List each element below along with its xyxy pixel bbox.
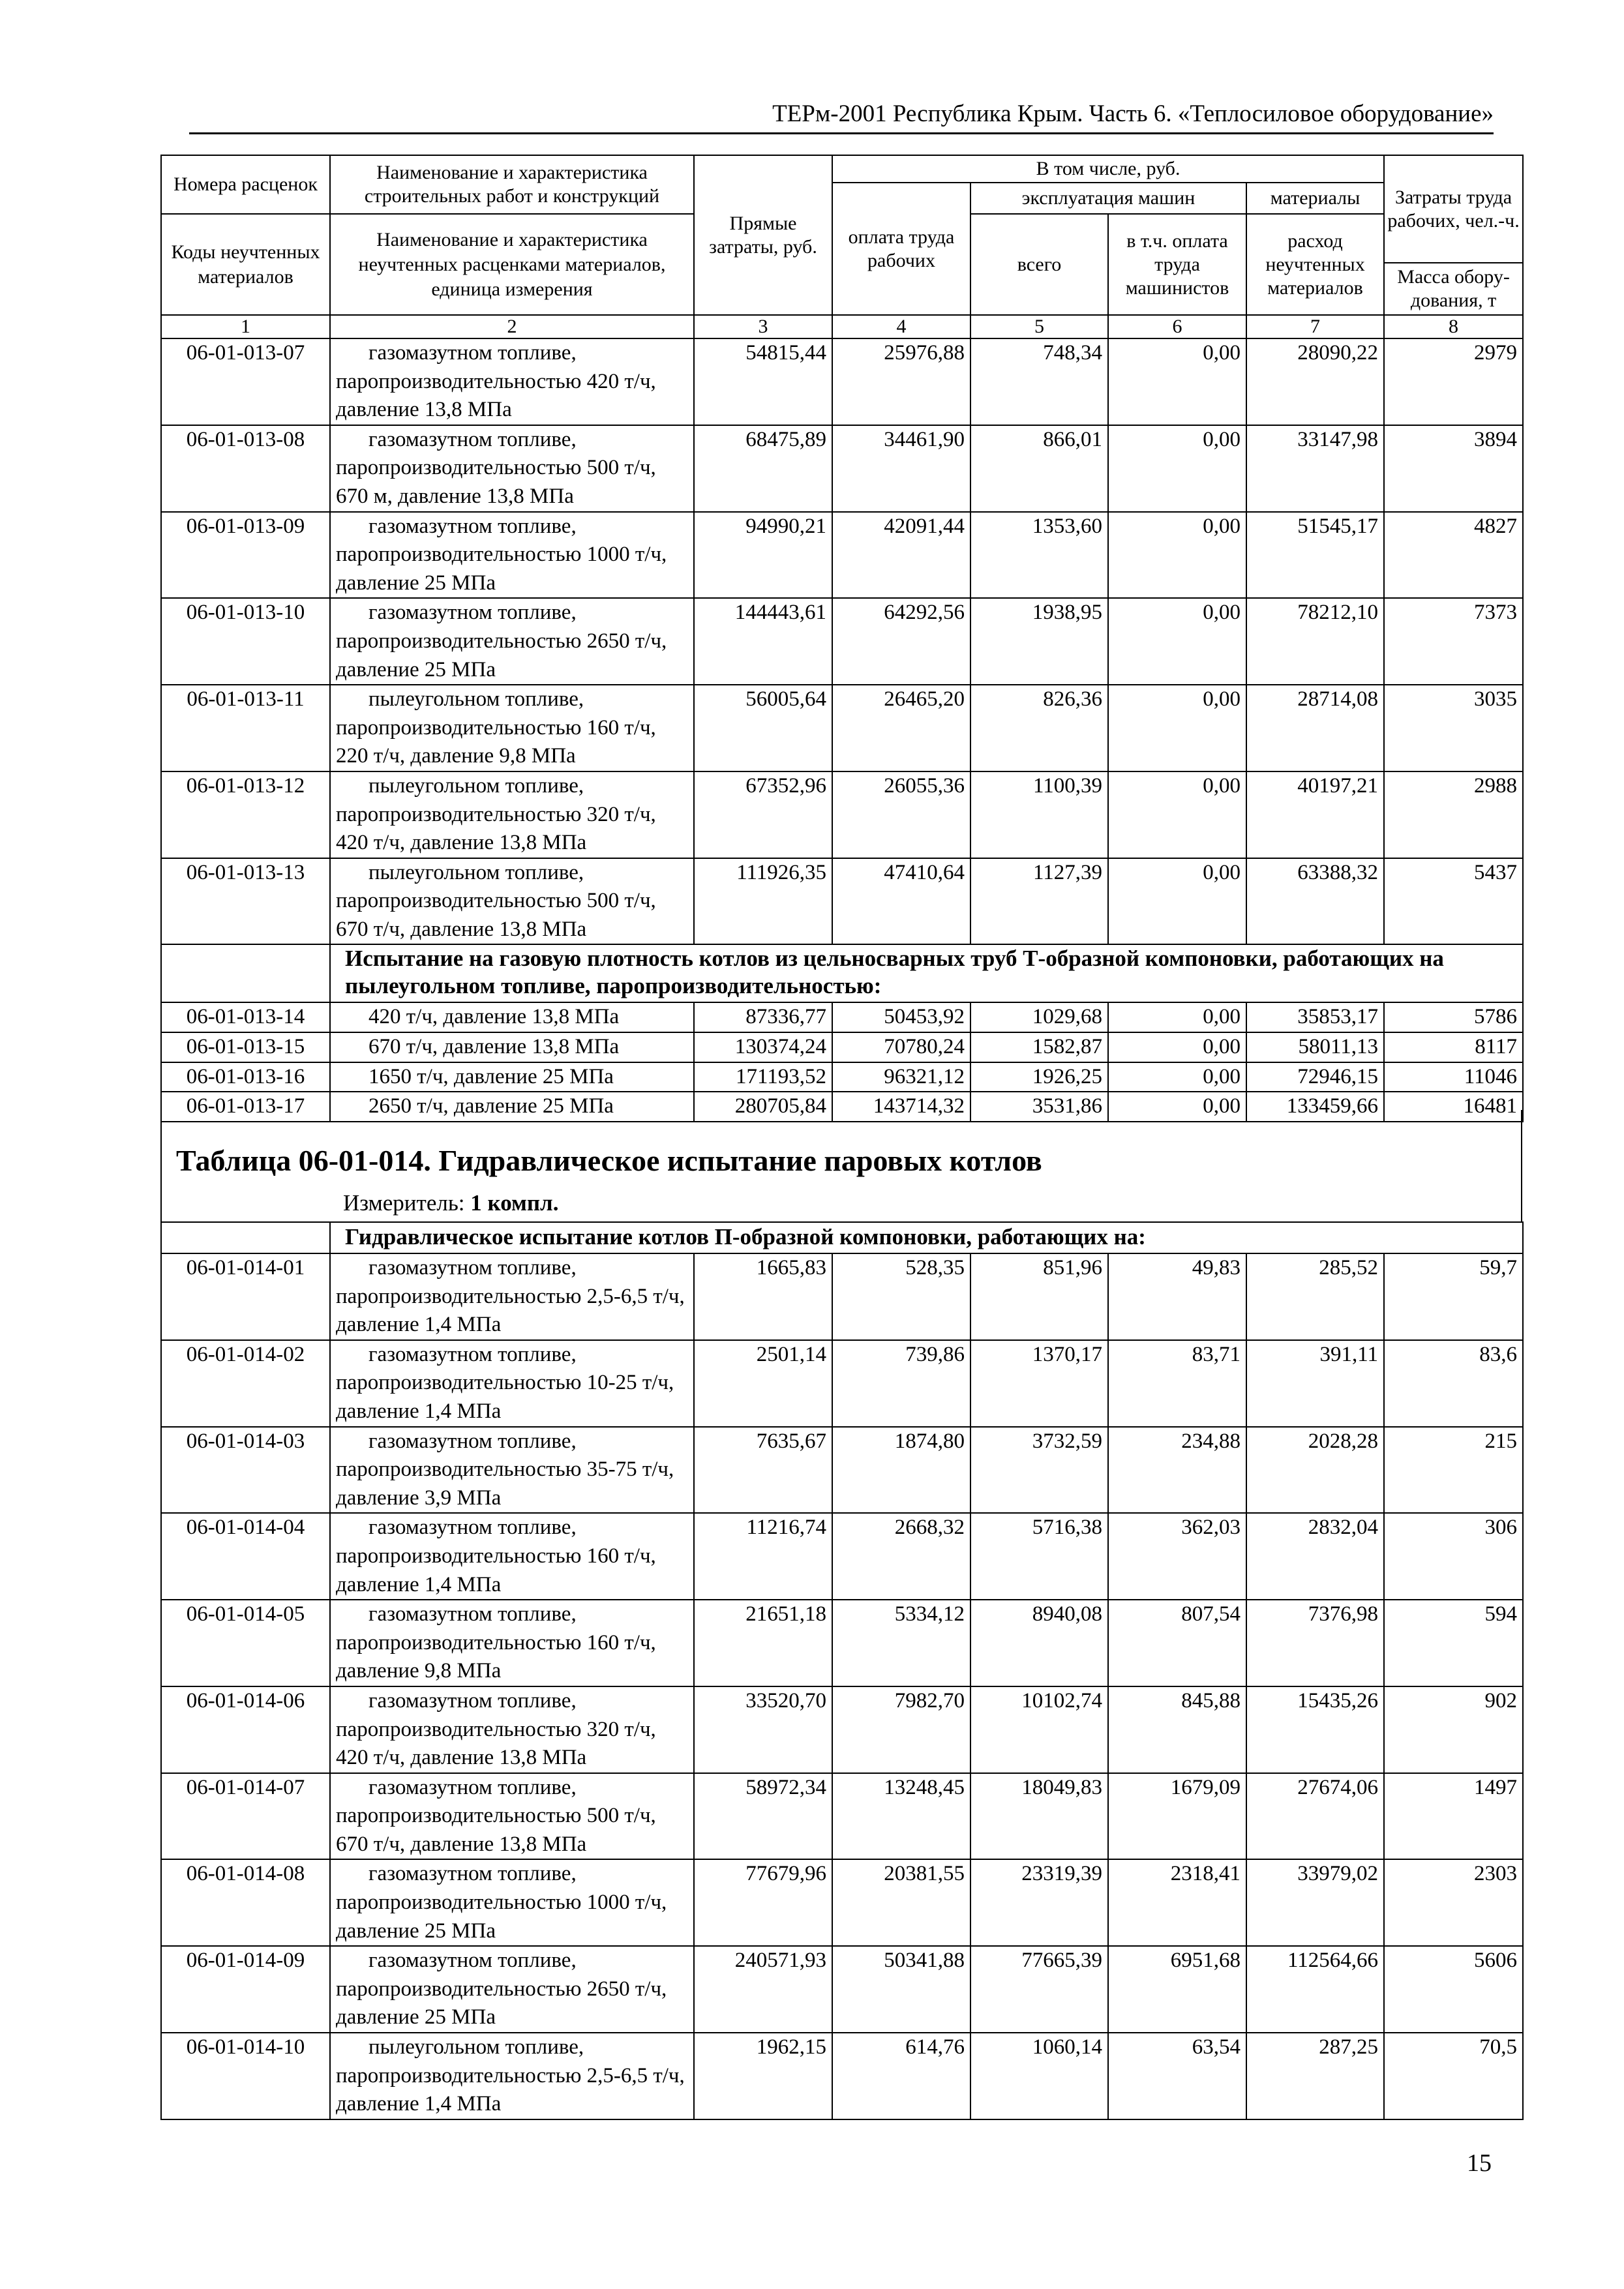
table-row	[161, 598, 1523, 685]
machinist-pay-cell: 0,00	[1108, 858, 1246, 945]
direct-costs-cell: 33520,70	[694, 1686, 832, 1773]
materials-cell: 15435,26	[1246, 1686, 1384, 1773]
rate-name: газомазутном топливе, паропроизводительностью 500 т/ч, 670 т/ч, давление 13,8 МПа	[330, 1773, 694, 1860]
table-row	[161, 1253, 1523, 1340]
column-number: 5	[970, 315, 1108, 338]
materials-cell: 72946,15	[1246, 1062, 1384, 1092]
rates-table-013	[160, 155, 1524, 1122]
rate-name: газомазутном топливе, паропроизводительностью 35-75 т/ч, давление 3,9 МПа	[330, 1427, 694, 1514]
table-row	[161, 1946, 1523, 2033]
direct-costs-cell: 87336,77	[694, 1002, 832, 1032]
labor-pay-cell: 47410,64	[832, 858, 970, 945]
labor-hours-cell: 8117	[1384, 1032, 1523, 1062]
incl-header: В том числе, руб.	[832, 155, 1384, 183]
column-number: 3	[694, 315, 832, 338]
rate-name: газомазутном топливе, паропроизводительностью 320 т/ч, 420 т/ч, давление 13,8 МПа	[330, 1686, 694, 1773]
machines-total-cell: 1370,17	[970, 1340, 1108, 1427]
rate-code: 06-01-013-14	[161, 1002, 330, 1032]
rate-name: газомазутном топливе, паропроизводительностью 10-25 т/ч, давление 1,4 МПа	[330, 1340, 694, 1427]
machines-total-cell: 826,36	[970, 685, 1108, 771]
rate-code: 06-01-014-05	[161, 1600, 330, 1686]
labor-pay-cell: 5334,12	[832, 1600, 970, 1686]
table-row	[161, 1062, 1523, 1092]
direct-costs-cell: 67352,96	[694, 771, 832, 858]
rate-name: газомазутном топливе, паропроизводительностью 1000 т/ч, давление 25 МПа	[330, 512, 694, 599]
rate-name: пылеугольном топливе, паропроизводительностью 320 т/ч, 420 т/ч, давление 13,8 МПа	[330, 771, 694, 858]
rate-name: газомазутном топливе, паропроизводительностью 2650 т/ч, давление 25 МПа	[330, 598, 694, 685]
table-row	[161, 1513, 1523, 1600]
section-row	[161, 1222, 1523, 1253]
rate-name: газомазутном топливе, паропроизводительностью 1000 т/ч, давление 25 МПа	[330, 1859, 694, 1946]
rate-name: газомазутном топливе, паропроизводительностью 160 т/ч, давление 1,4 МПа	[330, 1513, 694, 1600]
machines-total-cell: 18049,83	[970, 1773, 1108, 1860]
materials-cell: 285,52	[1246, 1253, 1384, 1340]
materials-cell: 287,25	[1246, 2033, 1384, 2119]
rate-code: 06-01-014-04	[161, 1513, 330, 1600]
rate-name: 2650 т/ч, давление 25 МПа	[330, 1092, 694, 1122]
col-mass-header: Масса обору-дования, т	[1384, 263, 1523, 315]
direct-costs-cell: 94990,21	[694, 512, 832, 599]
direct-costs-cell: 130374,24	[694, 1032, 832, 1062]
rates-table-014	[160, 1221, 1524, 2120]
direct-costs-cell: 21651,18	[694, 1600, 832, 1686]
direct-costs-cell: 56005,64	[694, 685, 832, 771]
machinist-pay-cell: 0,00	[1108, 425, 1246, 512]
table-row	[161, 1859, 1523, 1946]
machinist-pay-cell: 845,88	[1108, 1686, 1246, 1773]
table-row	[161, 1032, 1523, 1062]
table-row	[161, 1600, 1523, 1686]
col-machinist-pay-header: в т.ч. оплата труда машинистов	[1108, 214, 1246, 315]
rate-code: 06-01-013-13	[161, 858, 330, 945]
materials-cell: 28090,22	[1246, 338, 1384, 425]
col-direct-costs-header: Прямые затраты, руб.	[694, 155, 832, 315]
labor-pay-cell: 528,35	[832, 1253, 970, 1340]
labor-hours-cell: 594	[1384, 1600, 1523, 1686]
table-row	[161, 338, 1523, 425]
running-header: ТЕРм-2001 Республика Крым. Часть 6. «Теплосиловое оборудование»	[772, 100, 1494, 127]
rate-name: 420 т/ч, давление 13,8 МПа	[330, 1002, 694, 1032]
labor-hours-cell: 5786	[1384, 1002, 1523, 1032]
col-unaccounted-codes-header: Коды неучтенных материалов	[161, 214, 330, 315]
column-number: 1	[161, 315, 330, 338]
meter-value: 1 компл.	[470, 1190, 559, 1216]
page-number: 15	[1467, 2149, 1492, 2177]
labor-hours-cell: 2979	[1384, 338, 1523, 425]
rate-code: 06-01-013-08	[161, 425, 330, 512]
machinist-pay-cell: 807,54	[1108, 1600, 1246, 1686]
table-row	[161, 1773, 1523, 1860]
direct-costs-cell: 1665,83	[694, 1253, 832, 1340]
rate-code: 06-01-014-03	[161, 1427, 330, 1514]
labor-pay-cell: 26055,36	[832, 771, 970, 858]
labor-pay-cell: 143714,32	[832, 1092, 970, 1122]
labor-hours-cell: 3035	[1384, 685, 1523, 771]
labor-hours-cell: 3894	[1384, 425, 1523, 512]
table-row	[161, 1340, 1523, 1427]
labor-pay-cell: 13248,45	[832, 1773, 970, 1860]
labor-pay-cell: 614,76	[832, 2033, 970, 2119]
table-row	[161, 685, 1523, 771]
rate-code: 06-01-013-17	[161, 1092, 330, 1122]
machinist-pay-cell: 0,00	[1108, 338, 1246, 425]
machinist-pay-cell: 1679,09	[1108, 1773, 1246, 1860]
machinist-pay-cell: 0,00	[1108, 1062, 1246, 1092]
section-heading: Гидравлическое испытание котлов П-образной компоновки, работающих на:	[330, 1222, 1523, 1253]
machines-total-cell: 10102,74	[970, 1686, 1108, 1773]
rate-name: пылеугольном топливе, паропроизводительностью 500 т/ч, 670 т/ч, давление 13,8 МПа	[330, 858, 694, 945]
labor-hours-cell: 1497	[1384, 1773, 1523, 1860]
direct-costs-cell: 11216,74	[694, 1513, 832, 1600]
labor-pay-cell: 42091,44	[832, 512, 970, 599]
materials-cell: 133459,66	[1246, 1092, 1384, 1122]
machinist-pay-cell: 0,00	[1108, 771, 1246, 858]
machinist-pay-cell: 0,00	[1108, 685, 1246, 771]
rate-code: 06-01-013-10	[161, 598, 330, 685]
machines-header: эксплуатация машин	[970, 183, 1246, 214]
rate-name: 670 т/ч, давление 13,8 МПа	[330, 1032, 694, 1062]
direct-costs-cell: 68475,89	[694, 425, 832, 512]
section-heading: Испытание на газовую плотность котлов из цельносварных труб Т-образной компоновки, работающих на пылеугольном топливе, паропроизводительностью:	[330, 944, 1523, 1002]
column-number: 4	[832, 315, 970, 338]
machinist-pay-cell: 362,03	[1108, 1513, 1246, 1600]
direct-costs-cell: 54815,44	[694, 338, 832, 425]
labor-pay-cell: 34461,90	[832, 425, 970, 512]
materials-cell: 391,11	[1246, 1340, 1384, 1427]
col-labor-pay-header: оплата труда рабочих	[832, 183, 970, 315]
labor-hours-cell: 83,6	[1384, 1340, 1523, 1427]
machinist-pay-cell: 63,54	[1108, 2033, 1246, 2119]
machines-total-cell: 1353,60	[970, 512, 1108, 599]
machines-total-cell: 23319,39	[970, 1859, 1108, 1946]
labor-hours-cell: 7373	[1384, 598, 1523, 685]
machinist-pay-cell: 0,00	[1108, 598, 1246, 685]
labor-pay-cell: 7982,70	[832, 1686, 970, 1773]
machinist-pay-cell: 83,71	[1108, 1340, 1246, 1427]
machines-total-cell: 1926,25	[970, 1062, 1108, 1092]
rate-name: пылеугольном топливе, паропроизводительностью 160 т/ч, 220 т/ч, давление 9,8 МПа	[330, 685, 694, 771]
section-row	[161, 944, 1523, 1002]
rate-code: 06-01-013-12	[161, 771, 330, 858]
col-labor-header: Затраты труда рабочих, чел.-ч.	[1384, 155, 1523, 263]
direct-costs-cell: 2501,14	[694, 1340, 832, 1427]
rate-name: газомазутном топливе, паропроизводительностью 500 т/ч, 670 м, давление 13,8 МПа	[330, 425, 694, 512]
labor-pay-cell: 96321,12	[832, 1062, 970, 1092]
machines-total-cell: 3531,86	[970, 1092, 1108, 1122]
labor-pay-cell: 64292,56	[832, 598, 970, 685]
labor-pay-cell: 50453,92	[832, 1002, 970, 1032]
labor-hours-cell: 2303	[1384, 1859, 1523, 1946]
machinist-pay-cell: 0,00	[1108, 512, 1246, 599]
rate-code: 06-01-013-07	[161, 338, 330, 425]
rate-name: 1650 т/ч, давление 25 МПа	[330, 1062, 694, 1092]
materials-cell: 35853,17	[1246, 1002, 1384, 1032]
rate-code: 06-01-013-16	[161, 1062, 330, 1092]
direct-costs-cell: 58972,34	[694, 1773, 832, 1860]
column-number: 8	[1384, 315, 1523, 338]
direct-costs-cell: 7635,67	[694, 1427, 832, 1514]
machines-total-cell: 866,01	[970, 425, 1108, 512]
machinist-pay-cell: 0,00	[1108, 1032, 1246, 1062]
labor-hours-cell: 59,7	[1384, 1253, 1523, 1340]
labor-hours-cell: 902	[1384, 1686, 1523, 1773]
materials-cell: 7376,98	[1246, 1600, 1384, 1686]
machinist-pay-cell: 234,88	[1108, 1427, 1246, 1514]
labor-pay-cell: 25976,88	[832, 338, 970, 425]
direct-costs-cell: 240571,93	[694, 1946, 832, 2033]
machines-total-cell: 1582,87	[970, 1032, 1108, 1062]
rate-code: 06-01-014-06	[161, 1686, 330, 1773]
machines-total-cell: 1029,68	[970, 1002, 1108, 1032]
materials-cell: 40197,21	[1246, 771, 1384, 858]
labor-hours-cell: 5606	[1384, 1946, 1523, 2033]
table-row	[161, 858, 1523, 945]
labor-hours-cell: 2988	[1384, 771, 1523, 858]
materials-cell: 28714,08	[1246, 685, 1384, 771]
materials-cell: 33147,98	[1246, 425, 1384, 512]
labor-hours-cell: 16481	[1384, 1092, 1523, 1122]
labor-hours-cell: 4827	[1384, 512, 1523, 599]
materials-cell: 78212,10	[1246, 598, 1384, 685]
labor-hours-cell: 11046	[1384, 1062, 1523, 1092]
direct-costs-cell: 111926,35	[694, 858, 832, 945]
machines-total-cell: 77665,39	[970, 1946, 1108, 2033]
col-unaccounted-materials-header: расход неучтенных материалов	[1246, 214, 1384, 315]
rate-code: 06-01-014-02	[161, 1340, 330, 1427]
labor-pay-cell: 26465,20	[832, 685, 970, 771]
labor-pay-cell: 1874,80	[832, 1427, 970, 1514]
materials-cell: 27674,06	[1246, 1773, 1384, 1860]
machines-total-cell: 3732,59	[970, 1427, 1108, 1514]
rate-code: 06-01-014-07	[161, 1773, 330, 1860]
table-row	[161, 2033, 1523, 2119]
materials-header: материалы	[1246, 183, 1384, 214]
rate-code: 06-01-013-09	[161, 512, 330, 599]
materials-cell: 51545,17	[1246, 512, 1384, 599]
machines-total-cell: 1127,39	[970, 858, 1108, 945]
machinist-pay-cell: 2318,41	[1108, 1859, 1246, 1946]
machines-total-cell: 748,34	[970, 338, 1108, 425]
machines-total-cell: 851,96	[970, 1253, 1108, 1340]
col-unaccounted-name-header: Наименование и характеристика неучтенных расценками материалов, единица измерения	[330, 214, 694, 315]
labor-pay-cell: 20381,55	[832, 1859, 970, 1946]
materials-cell: 63388,32	[1246, 858, 1384, 945]
direct-costs-cell: 77679,96	[694, 1859, 832, 1946]
section-spacer	[161, 944, 330, 1002]
rate-code: 06-01-014-10	[161, 2033, 330, 2119]
labor-pay-cell: 70780,24	[832, 1032, 970, 1062]
table-title: Таблица 06-01-014. Гидравлическое испытание паровых котлов	[176, 1144, 1042, 1177]
machines-total-cell: 1938,95	[970, 598, 1108, 685]
table-row	[161, 771, 1523, 858]
rate-name: газомазутном топливе, паропроизводительностью 2650 т/ч, давление 25 МПа	[330, 1946, 694, 2033]
col-work-name-header: Наименование и характеристика строительных работ и конструкций	[330, 155, 694, 214]
rate-name: газомазутном топливе, паропроизводительностью 160 т/ч, давление 9,8 МПа	[330, 1600, 694, 1686]
direct-costs-cell: 171193,52	[694, 1062, 832, 1092]
materials-cell: 2832,04	[1246, 1513, 1384, 1600]
labor-hours-cell: 215	[1384, 1427, 1523, 1514]
col-machines-total-header: всего	[970, 214, 1108, 315]
machines-total-cell: 5716,38	[970, 1513, 1108, 1600]
labor-hours-cell: 5437	[1384, 858, 1523, 945]
meter-line	[343, 1189, 558, 1218]
table-row	[161, 425, 1523, 512]
rate-code: 06-01-013-15	[161, 1032, 330, 1062]
labor-hours-cell: 306	[1384, 1513, 1523, 1600]
rate-code: 06-01-013-11	[161, 685, 330, 771]
rate-code: 06-01-014-08	[161, 1859, 330, 1946]
rate-name: газомазутном топливе, паропроизводительностью 420 т/ч, давление 13,8 МПа	[330, 338, 694, 425]
col-rates-numbers-header: Номера расценок	[161, 155, 330, 214]
rate-name: пылеугольном топливе, паропроизводительностью 2,5-6,5 т/ч, давление 1,4 МПа	[330, 2033, 694, 2119]
meter-label: Измеритель:	[343, 1190, 465, 1216]
column-numbers-row	[161, 315, 1523, 338]
labor-pay-cell: 2668,32	[832, 1513, 970, 1600]
rate-name: газомазутном топливе, паропроизводительностью 2,5-6,5 т/ч, давление 1,4 МПа	[330, 1253, 694, 1340]
machinist-pay-cell: 6951,68	[1108, 1946, 1246, 2033]
rate-code: 06-01-014-01	[161, 1253, 330, 1340]
machinist-pay-cell: 0,00	[1108, 1002, 1246, 1032]
machines-total-cell: 1100,39	[970, 771, 1108, 858]
machinist-pay-cell: 0,00	[1108, 1092, 1246, 1122]
machines-total-cell: 1060,14	[970, 2033, 1108, 2119]
materials-cell: 2028,28	[1246, 1427, 1384, 1514]
direct-costs-cell: 144443,61	[694, 598, 832, 685]
column-number: 2	[330, 315, 694, 338]
materials-cell: 58011,13	[1246, 1032, 1384, 1062]
section-spacer	[161, 1222, 330, 1253]
direct-costs-cell: 280705,84	[694, 1092, 832, 1122]
labor-pay-cell: 739,86	[832, 1340, 970, 1427]
header-rule	[189, 132, 1494, 134]
materials-cell: 33979,02	[1246, 1859, 1384, 1946]
labor-hours-cell: 70,5	[1384, 2033, 1523, 2119]
column-number: 7	[1246, 315, 1384, 338]
column-number: 6	[1108, 315, 1246, 338]
table-row	[161, 512, 1523, 599]
table-row	[161, 1002, 1523, 1032]
machinist-pay-cell: 49,83	[1108, 1253, 1246, 1340]
labor-pay-cell: 50341,88	[832, 1946, 970, 2033]
machines-total-cell: 8940,08	[970, 1600, 1108, 1686]
direct-costs-cell: 1962,15	[694, 2033, 832, 2119]
table-row	[161, 1427, 1523, 1514]
rate-code: 06-01-014-09	[161, 1946, 330, 2033]
materials-cell: 112564,66	[1246, 1946, 1384, 2033]
table-row	[161, 1686, 1523, 1773]
